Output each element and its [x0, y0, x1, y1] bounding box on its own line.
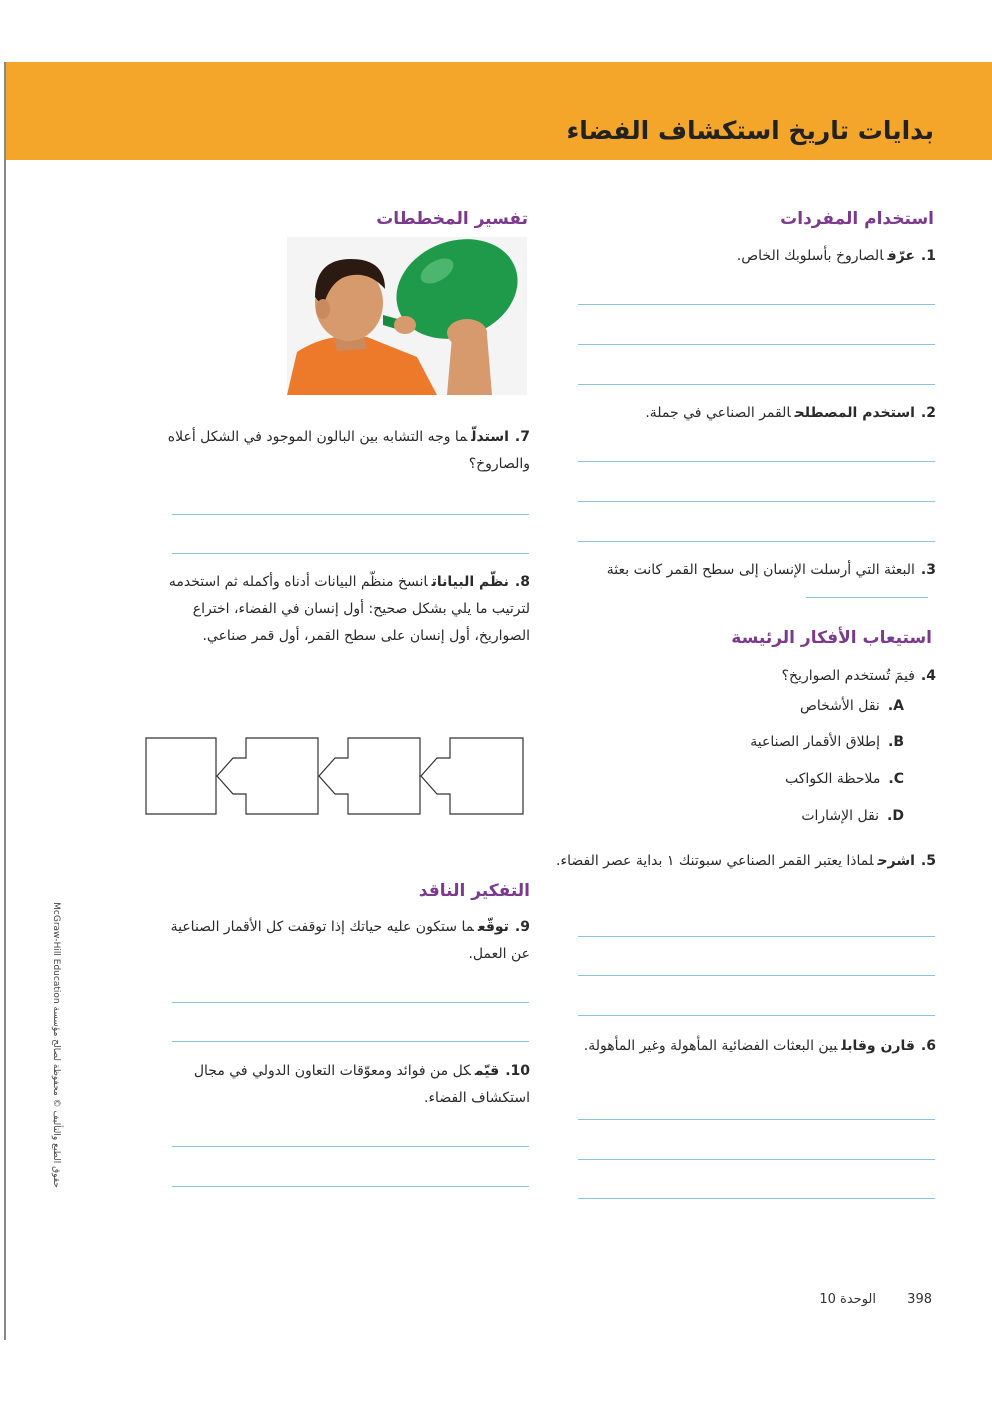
option-c[interactable] [785, 771, 904, 787]
question-number: 1. [920, 248, 936, 264]
answer-line[interactable] [578, 1119, 935, 1120]
question-keyword: عرّف [887, 248, 915, 264]
question-keyword: اشرح [877, 853, 915, 869]
answer-line[interactable] [172, 1186, 529, 1187]
question-text: فيمَ تُستخدم الصواريخ؟ [781, 668, 915, 684]
unit-label: الوحدة 10 [819, 1292, 876, 1307]
question-keyword: قارن وقابل [841, 1038, 915, 1054]
section-heading-diagrams: تفسير المخططات [376, 209, 528, 229]
answer-line[interactable] [578, 1015, 935, 1016]
balloon-photo [287, 237, 527, 395]
question-6 [552, 1033, 936, 1060]
question-number: 10. [505, 1063, 530, 1079]
question-keyword: نظّم البيانات [431, 574, 509, 590]
question-text: بين البعثات الفضائية المأهولة وغير المأهولة. [583, 1038, 838, 1054]
question-5 [552, 848, 936, 875]
page-number: 398 [907, 1292, 932, 1307]
question-keyword: استدلّ [471, 429, 509, 445]
question-text: القمر الصناعي في جملة. [645, 405, 791, 421]
answer-line[interactable] [578, 304, 935, 305]
question-9 [158, 914, 530, 968]
option-letter: C. [888, 771, 904, 787]
section-heading-main-ideas: استيعاب الأفكار الرئيسة [731, 628, 932, 648]
option-letter: A. [887, 698, 904, 714]
question-keyword: توقّع [477, 919, 509, 935]
section-heading-critical-thinking: التفكير الناقد [418, 881, 530, 901]
option-text: نقل الإشارات [801, 808, 880, 824]
question-3 [552, 557, 936, 611]
question-text: لماذا يعتبر القمر الصناعي سبوتنك ١ بداية عصر الفضاء. [556, 853, 874, 869]
question-number: 2. [920, 405, 936, 421]
answer-line[interactable] [172, 1041, 529, 1042]
option-d[interactable] [801, 808, 904, 824]
boy-blowing-balloon-illustration [287, 237, 527, 395]
sequence-organizer [145, 736, 526, 818]
option-a[interactable] [800, 698, 904, 714]
answer-line[interactable] [172, 514, 529, 515]
question-number: 4. [920, 668, 936, 684]
question-number: 6. [920, 1038, 936, 1054]
question-8 [158, 569, 530, 650]
question-text: كل من فوائد ومعوّقات التعاون الدولي في مجال استكشاف الفضاء. [193, 1063, 530, 1106]
question-text: ما وجه التشابه بين البالون الموجود في الشكل أعلاه والصاروخ؟ [167, 429, 530, 472]
answer-line[interactable] [578, 1159, 935, 1160]
answer-line[interactable] [172, 1146, 529, 1147]
answer-line[interactable] [578, 384, 935, 385]
question-number: 8. [514, 574, 530, 590]
question-1 [552, 243, 936, 270]
answer-line[interactable] [578, 461, 935, 462]
option-letter: D. [887, 808, 904, 824]
fill-in-blank[interactable] [806, 597, 928, 598]
organizer-box-4 [146, 738, 216, 814]
answer-line[interactable] [172, 553, 529, 554]
question-text: ما ستكون عليه حياتك إذا توقفت كل الأقمار الصناعية عن العمل. [170, 919, 530, 962]
answer-line[interactable] [578, 936, 935, 937]
question-keyword: قيّم [474, 1063, 500, 1079]
page-title: بدايات تاريخ استكشاف الفضاء [566, 116, 934, 145]
option-text: ملاحظة الكواكب [785, 771, 881, 787]
question-7 [158, 424, 530, 478]
section-heading-vocabulary: استخدام المفردات [780, 209, 934, 229]
answer-line[interactable] [578, 344, 935, 345]
answer-line[interactable] [578, 501, 935, 502]
answer-line[interactable] [578, 1198, 935, 1199]
question-number: 3. [920, 562, 936, 578]
answer-line[interactable] [578, 541, 935, 542]
question-number: 9. [514, 919, 530, 935]
answer-line[interactable] [578, 975, 935, 976]
question-text: الصاروخ بأسلوبك الخاص. [736, 248, 884, 264]
answer-line[interactable] [172, 1002, 529, 1003]
question-number: 7. [514, 429, 530, 445]
question-number: 5. [920, 853, 936, 869]
question-10 [158, 1058, 530, 1112]
option-text: إطلاق الأقمار الصناعية [750, 734, 880, 750]
question-2 [552, 400, 936, 427]
organizer-arrow-box-2 [319, 738, 420, 814]
question-4 [552, 663, 936, 690]
question-text: انسخ منظّم البيانات أدناه وأكمله ثم استخدمه لترتيب ما يلي بشكل صحيح: أول إنسان في الفضاء، اختراع الصواريخ، أول إنسان على سطح القمر، أول قمر صناعي. [168, 574, 530, 644]
organizer-arrow-box-3 [217, 738, 318, 814]
option-b[interactable] [750, 734, 904, 750]
title-banner [6, 62, 992, 160]
question-text: البعثة التي أرسلت الإنسان إلى سطح القمر كانت بعثة [606, 562, 915, 578]
copyright-text: حقوق الطبع والتأليف © محفوظة لصالح مؤسسة McGraw-Hill Education [51, 902, 61, 1188]
option-letter: B. [888, 734, 904, 750]
option-text: نقل الأشخاص [799, 698, 880, 714]
question-keyword: استخدم المصطلح [794, 405, 915, 421]
organizer-arrow-box-1 [421, 738, 523, 814]
copyright-credit [36, 890, 61, 1230]
